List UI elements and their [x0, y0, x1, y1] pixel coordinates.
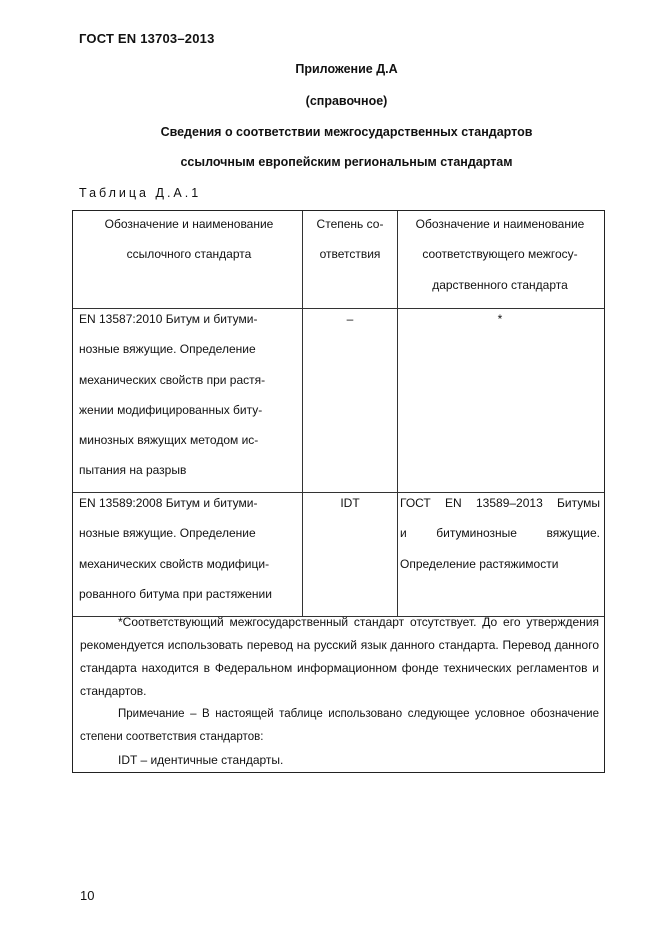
header-col-reference-standard: Обозначение и наименование ссылочного стандарта: [104, 217, 274, 262]
row-1-degree: –: [346, 312, 354, 326]
note-text: Примечание – В настоящей таблице использовано следующее условное обозначение степени соответствия стандартов:: [80, 708, 599, 743]
row-1-interstate-standard: *: [497, 312, 503, 326]
row-2-degree: IDT: [340, 496, 360, 510]
footnote: *Соответствующий межгосударственный стандарт отсутствует. До его утверждения рекомендуется использовать перевод на русский язык данного стандарта. Перевод данного стандарта находится в Федеральном информационном фонде технических регламентов и стандартов.: [80, 615, 599, 698]
table-notes: [80, 611, 599, 772]
table-row: EN 13589:2008 Битум и битуми- нозные вяжущие. Определение механических свойств модифици- рованного битума при растяжении: [79, 496, 272, 601]
table-label: Таблица Д.А.1: [79, 186, 202, 200]
document-code: ГОСТ EN 13703–2013: [79, 31, 215, 46]
correspondence-table: [72, 210, 605, 773]
appendix-type: (справочное): [305, 94, 388, 108]
appendix-title: Приложение Д.А: [295, 62, 398, 76]
subject-line-1: Сведения о соответствии межгосударственных стандартов: [160, 125, 533, 139]
page-number: 10: [80, 888, 95, 903]
row-2-interstate-standard: ГОСТ EN 13589–2013 Битумы и битуминозные вяжущие. Определение растяжимости: [400, 496, 600, 571]
note-item: IDT – идентичные стандарты.: [118, 753, 284, 767]
subject-line-2: ссылочным европейским региональным стандартам: [180, 155, 513, 169]
table-row: EN 13587:2010 Битум и битуми- нозные вяжущие. Определение механических свойств при растя- жении модифицированных биту- минозных вяжущих методом ис- пытания на разрыв: [79, 312, 266, 478]
header-col-interstate-standard: Обозначение и наименование соответствующего межгосу- дарственного стандарта: [415, 217, 585, 292]
header-col-degree: Степень со- ответствия: [316, 217, 384, 262]
